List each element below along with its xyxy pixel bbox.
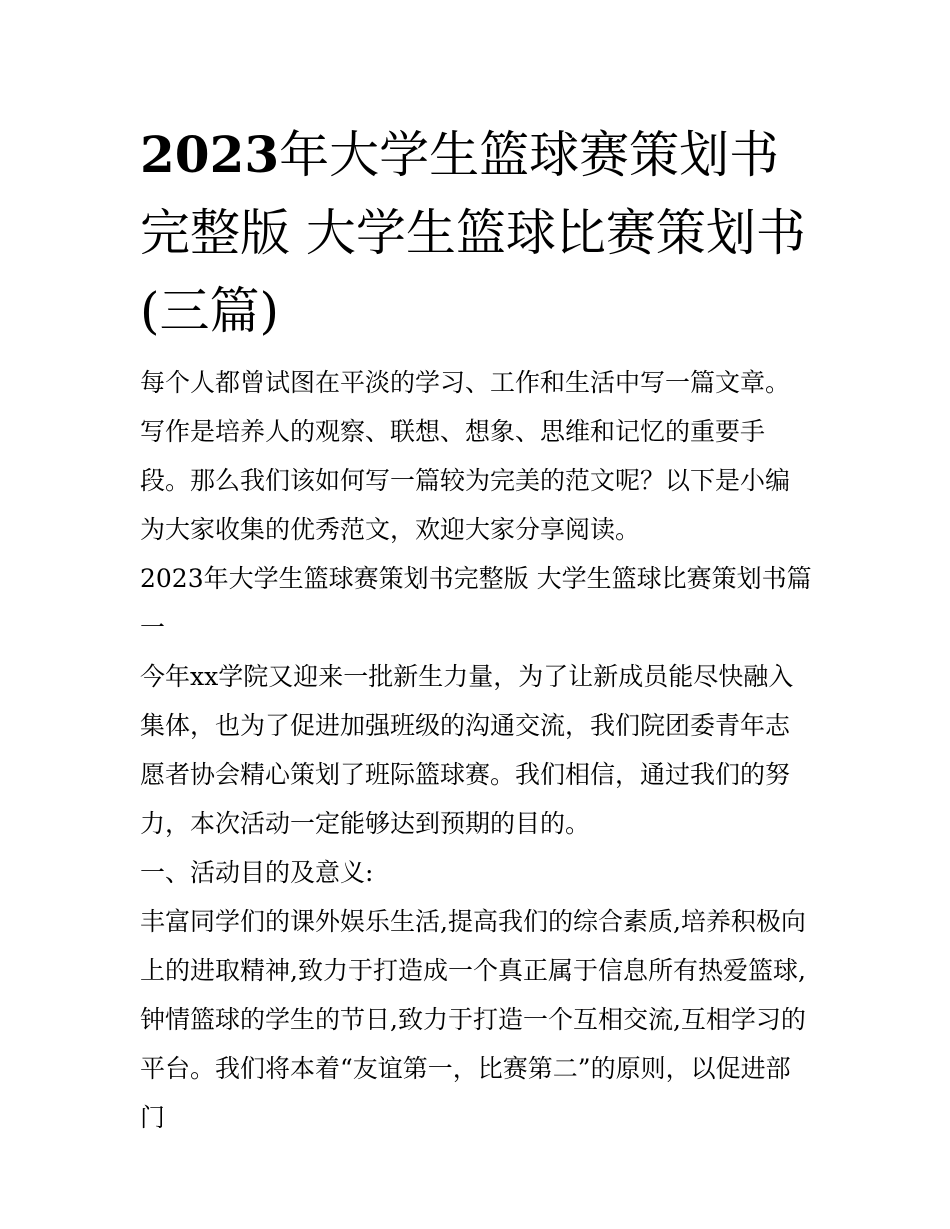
subsection-heading: 一、活动目的及意义: [140,858,374,887]
section-heading: 2023年大学生篮球赛策划书完整版 大学生篮球比赛策划书篇一 [140,564,812,642]
intro-paragraph: 每个人都曾试图在平淡的学习、工作和生活中写一篇文章。写作是培养人的观察、联想、想象、思维和记忆的重要手段。那么我们该如何写一篇较为完美的范文呢？以下是小编为大家收集的优秀范文，欢迎大家分享阅读。 [140,368,791,544]
document-body [140,116,812,1142]
body-paragraph: 今年xx学院又迎来一批新生力量，为了让新成员能尽快融入集体，也为了促进加强班级的沟通交流，我们院团委青年志愿者协会精心策划了班际篮球赛。我们相信，通过我们的努力，本次活动一定能够达到预期的目的。 [140,662,794,838]
title-year: 2023 [140,125,280,184]
body-paragraph: 丰富同学们的课外娱乐生活,提高我们的综合素质,培养积极向上的进取精神,致力于打造成一个真正属于信息所有热爱篮球,钟情篮球的学生的节日,致力于打造一个互相交流,互相学习的平台。我们将本着“友谊第一，比赛第二”的原则，以促进部门 [140,907,806,1132]
title-text: 年大学生篮球赛策划书完整版 大学生篮球比赛策划书(三篇) [140,126,806,340]
document-title [140,116,812,350]
